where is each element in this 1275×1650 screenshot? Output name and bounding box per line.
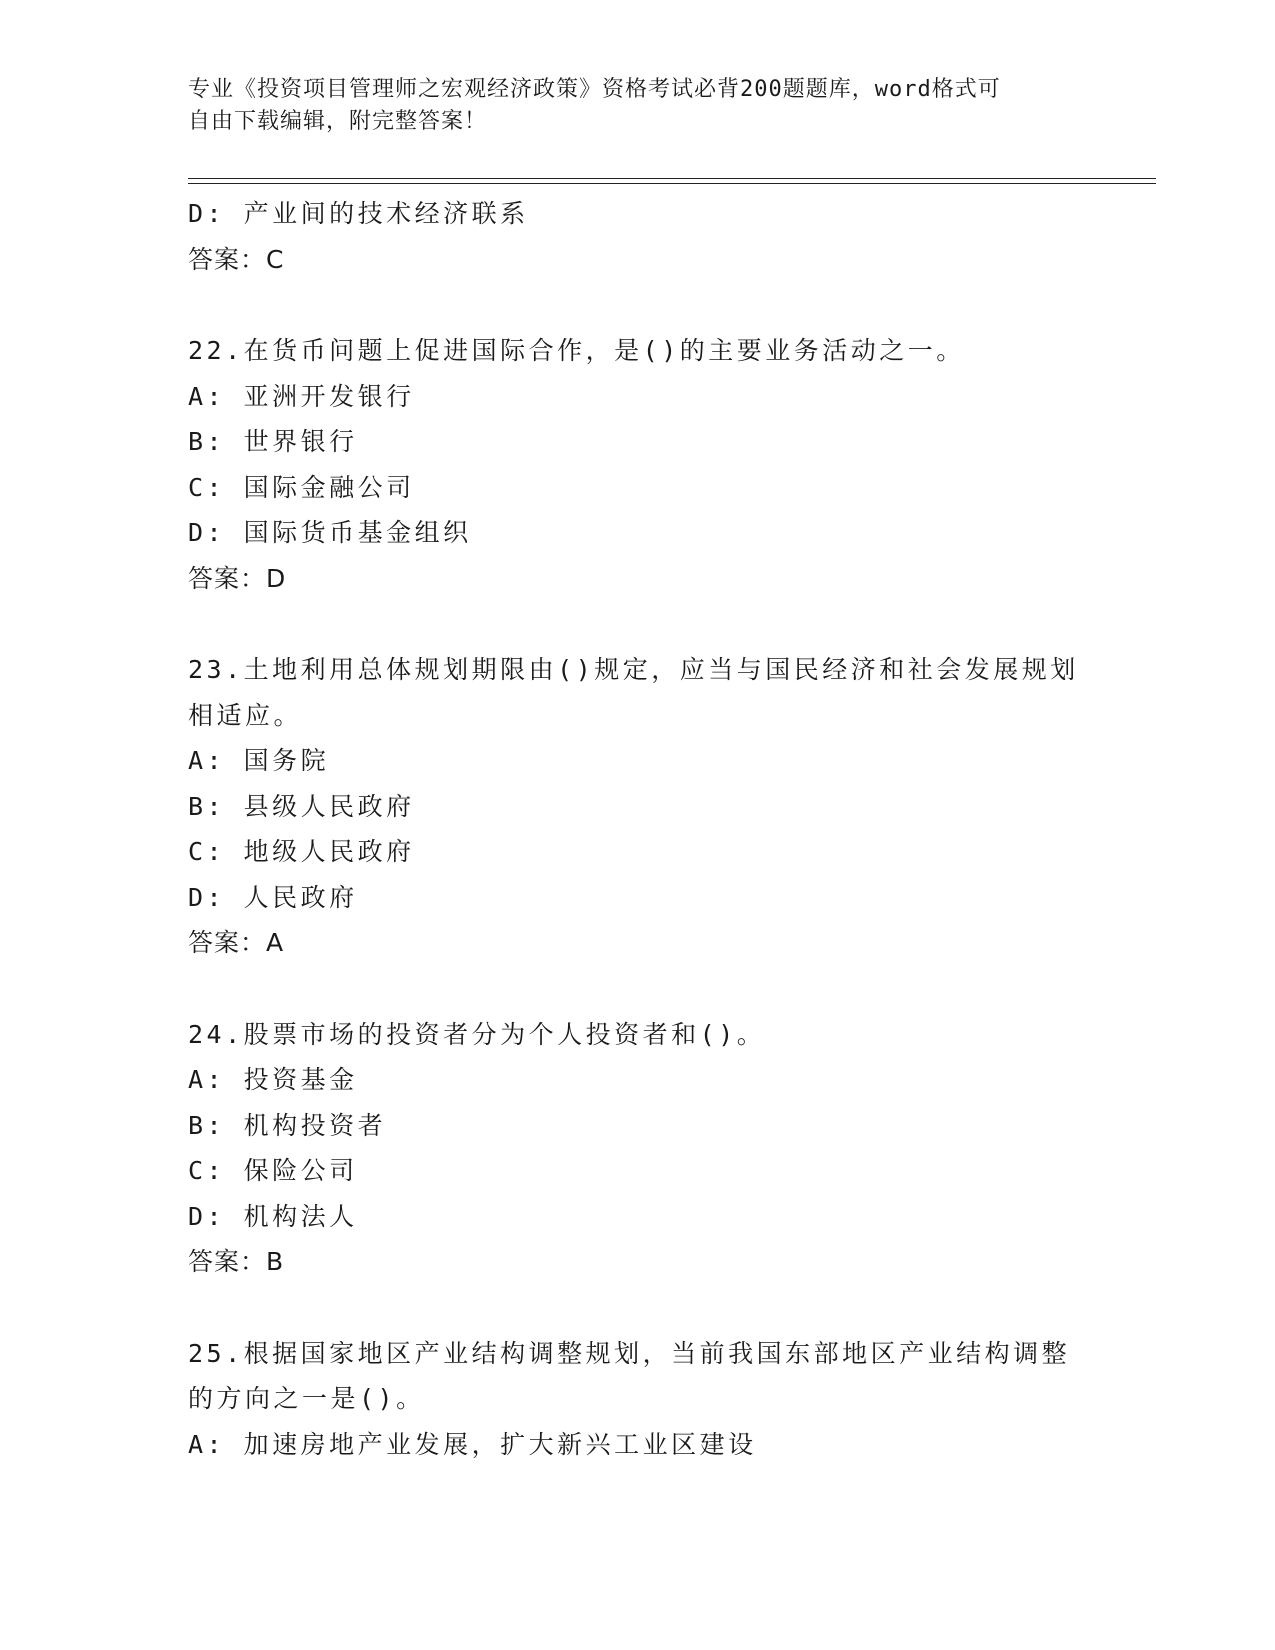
question-25 xyxy=(188,1331,1088,1468)
spacer xyxy=(188,966,1088,1012)
option-b: B: 世界银行 xyxy=(188,427,358,456)
option-d: D: 国际货币基金组织 xyxy=(188,518,472,547)
option-c: C: 国际金融公司 xyxy=(188,472,415,502)
option-c: C: 地级人民政府 xyxy=(188,837,415,866)
spacer xyxy=(188,1285,1088,1331)
option-a: A: 亚洲开发银行 xyxy=(188,381,415,411)
question-stem: 25.根据国家地区产业结构调整规划，当前我国东部地区产业结构调整 xyxy=(188,1338,1071,1368)
question-23 xyxy=(188,647,1088,966)
header-line-2: 自由下载编辑，附完整答案！ xyxy=(188,109,488,134)
spacer xyxy=(188,282,1088,328)
option-a: A: 国务院 xyxy=(188,746,330,775)
answer-line: 答案：A xyxy=(188,928,285,957)
question-stem-continued: 相适应。 xyxy=(188,700,303,730)
option-d: D: 人民政府 xyxy=(188,882,358,912)
option-a: A: 加速房地产业发展，扩大新兴工业区建设 xyxy=(188,1429,757,1459)
spacer xyxy=(188,601,1088,647)
question-24 xyxy=(188,1012,1088,1285)
header-divider-top xyxy=(188,178,1156,179)
option-b: B: 县级人民政府 xyxy=(188,791,415,821)
question-stem: 23.土地利用总体规划期限由()规定，应当与国民经济和社会发展规划 xyxy=(188,655,1079,684)
option-a: A: 投资基金 xyxy=(188,1065,358,1094)
header-line-1: 专业《投资项目管理师之宏观经济政策》资格考试必背200题题库，word格式可 xyxy=(188,77,1001,102)
option-d: D: 机构法人 xyxy=(188,1201,358,1231)
question-list xyxy=(188,191,1088,1467)
document-header xyxy=(188,74,1088,138)
question-stem: 22.在货币问题上促进国际合作，是()的主要业务活动之一。 xyxy=(188,336,965,365)
answer-line: 答案：C xyxy=(188,244,285,274)
option-b: B: 机构投资者 xyxy=(188,1110,387,1140)
header-divider-bottom xyxy=(188,183,1156,184)
question-stem: 24.股票市场的投资者分为个人投资者和()。 xyxy=(188,1019,766,1049)
answer-line: 答案：D xyxy=(188,563,287,593)
question-22 xyxy=(188,328,1088,601)
question-stem-continued: 的方向之一是()。 xyxy=(188,1384,425,1413)
option-c: C: 保险公司 xyxy=(188,1156,358,1185)
option-d: D: 产业间的技术经济联系 xyxy=(188,199,529,228)
answer-line: 答案：B xyxy=(188,1247,285,1276)
